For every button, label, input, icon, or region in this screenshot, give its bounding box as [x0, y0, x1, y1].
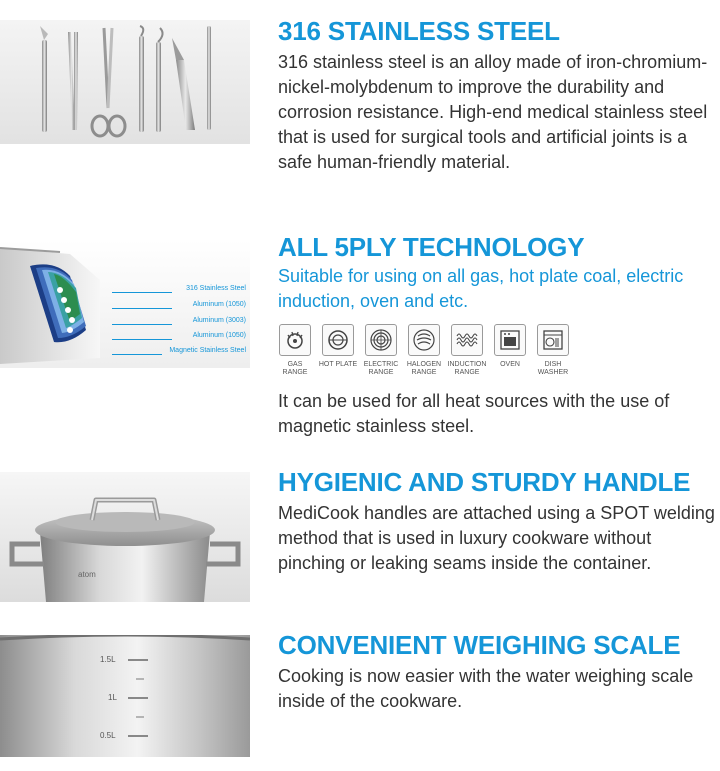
heat-source-oven [493, 324, 527, 377]
section-handle [0, 460, 720, 625]
electric-range-icon [365, 324, 397, 356]
oven-icon [494, 324, 526, 356]
surgical-tools-image [0, 20, 250, 144]
heat-source-induction [447, 324, 487, 377]
section-5ply-technology [0, 225, 720, 460]
scale-mark-label: 1L [108, 693, 117, 702]
heat-source-hot-plate [318, 324, 358, 377]
heat-source-halogen [407, 324, 441, 377]
section-heading: CONVENIENT WEIGHING SCALE [278, 630, 681, 660]
section-heading: ALL 5PLY TECHNOLOGY [278, 232, 585, 262]
heat-source-label: OVEN [500, 361, 520, 368]
section-weighing-scale [0, 625, 720, 771]
heat-source-label: GAS RANGE [282, 361, 308, 376]
layer-label: Aluminum (1050) [192, 332, 246, 339]
pot-handle-image [0, 472, 250, 602]
heat-source-gas [278, 324, 312, 377]
heat-source-label: HOT PLATE [318, 361, 358, 368]
heat-source-label: HALOGEN RANGE [406, 361, 442, 376]
layer-label: 316 Stainless Steel [186, 285, 246, 292]
heat-source-label: INDUCTION RANGE [447, 361, 487, 376]
section-body: It can be used for all heat sources with the use of magnetic stainless steel. [278, 391, 670, 436]
5ply-layers-diagram [0, 240, 250, 368]
weighing-scale-image [0, 635, 250, 757]
layer-label: Aluminum (3003) [192, 317, 246, 324]
section-body: MediCook handles are attached using a SPOT welding method that is used in luxury cookware without pinching or leaking seams inside the container. [278, 503, 715, 573]
heat-source-label: ELECTRIC RANGE [363, 361, 399, 376]
layer-label: Aluminum (1050) [192, 301, 246, 308]
heat-source-dishwasher [536, 324, 570, 377]
scale-mark-label: 0.5L [100, 731, 116, 740]
section-heading: HYGIENIC AND STURDY HANDLE [278, 467, 691, 497]
induction-range-icon [451, 324, 483, 356]
layer-label: Magnetic Stainless Steel [169, 347, 246, 354]
heat-source-label: DISH WASHER [537, 361, 569, 376]
hot-plate-icon [322, 324, 354, 356]
heat-source-electric [364, 324, 398, 377]
gas-range-icon [279, 324, 311, 356]
heat-source-icons [278, 324, 718, 377]
section-body: Cooking is now easier with the water weighing scale inside of the cookware. [278, 666, 694, 711]
pot-brand-logo: atom [78, 570, 96, 579]
section-heading: 316 STAINLESS STEEL [278, 16, 560, 46]
scale-mark-label: 1.5L [100, 655, 116, 664]
section-subheading: Suitable for using on all gas, hot plate coal, electric induction, oven and etc. [278, 266, 684, 311]
halogen-range-icon [408, 324, 440, 356]
dish-washer-icon [537, 324, 569, 356]
section-body: 316 stainless steel is an alloy made of iron-chromium-nickel-molybdenum to improve the durability and corrosion resistance. High-end medical stainless steel that is used for surgical tools and artificial joints is a safe human-friendly material. [278, 52, 708, 172]
section-stainless-steel [0, 0, 720, 225]
